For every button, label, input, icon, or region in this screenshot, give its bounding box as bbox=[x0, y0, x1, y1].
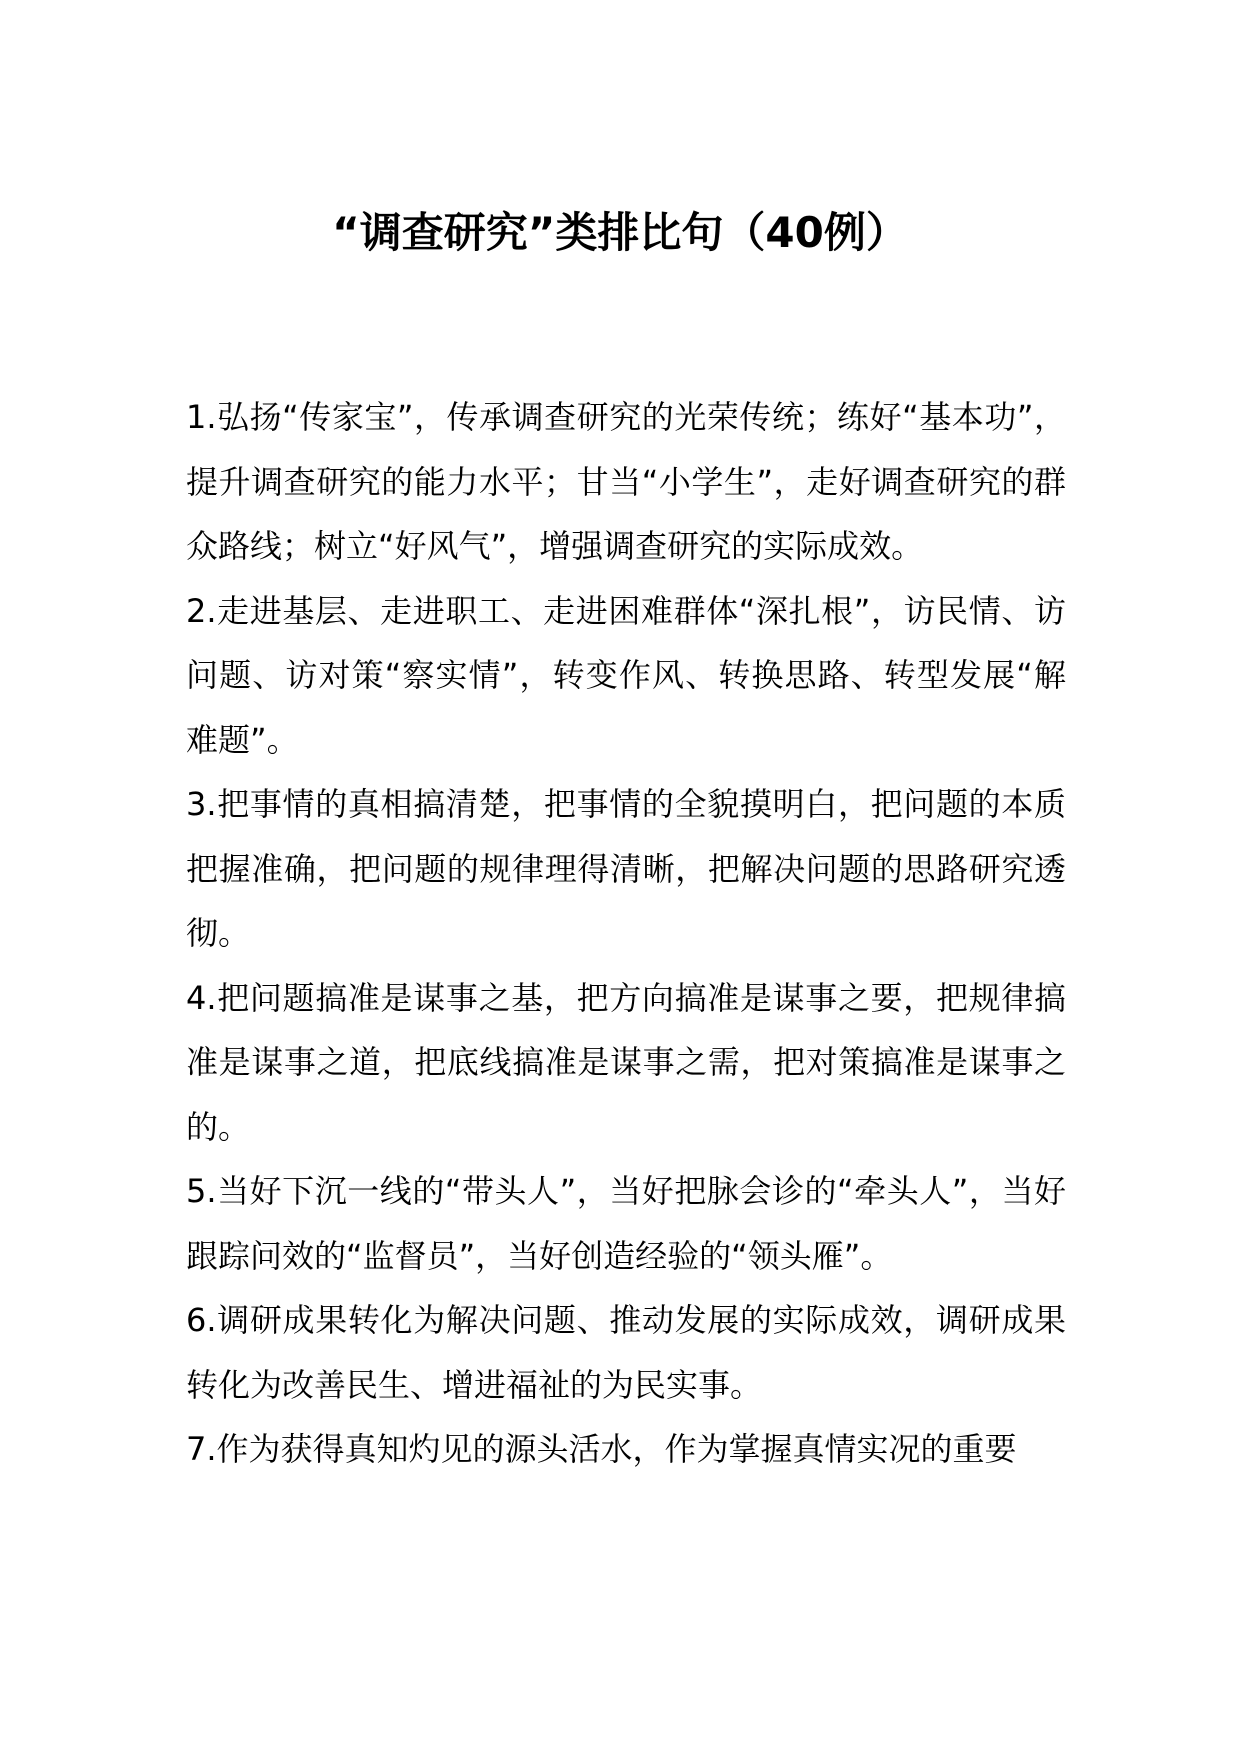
paragraph-4: 4.把问题搞准是谋事之基，把方向搞准是谋事之要，把规律搞准是谋事之道，把底线搞准是谋事之需，把对策搞准是谋事之的。 bbox=[186, 978, 1066, 1146]
paragraph-3: 3.把事情的真相搞清楚，把事情的全貌摸明白，把问题的本质把握准确，把问题的规律理得清晰，把解决问题的思路研究透彻。 bbox=[186, 785, 1066, 952]
paragraph-7: 7.作为获得真知灼见的源头活水，作为掌握真情实况的重要 bbox=[186, 1430, 1017, 1468]
document-body bbox=[186, 385, 1066, 1482]
paragraph-1: 1.弘扬“传家宝”，传承调查研究的光荣传统；练好“基本功”，提升调查研究的能力水平；甘当“小学生”，走好调查研究的群众路线；树立“好风气”，增强调查研究的实际成效。 bbox=[186, 398, 1066, 565]
paragraph-2: 2.走进基层、走进职工、走进困难群体“深扎根”，访民情、访问题、访对策“察实情”，转变作风、转换思路、转型发展“解难题”。 bbox=[186, 591, 1066, 759]
document-title: “调查研究”类排比句（40例） bbox=[332, 208, 908, 257]
paragraph-5: 5.当好下沉一线的“带头人”，当好把脉会诊的“牵头人”，当好跟踪问效的“监督员”，当好创造经验的“领头雁”。 bbox=[186, 1172, 1066, 1275]
paragraph-6: 6.调研成果转化为解决问题、推动发展的实际成效，调研成果转化为改善民生、增进福祉的为民实事。 bbox=[186, 1301, 1066, 1404]
